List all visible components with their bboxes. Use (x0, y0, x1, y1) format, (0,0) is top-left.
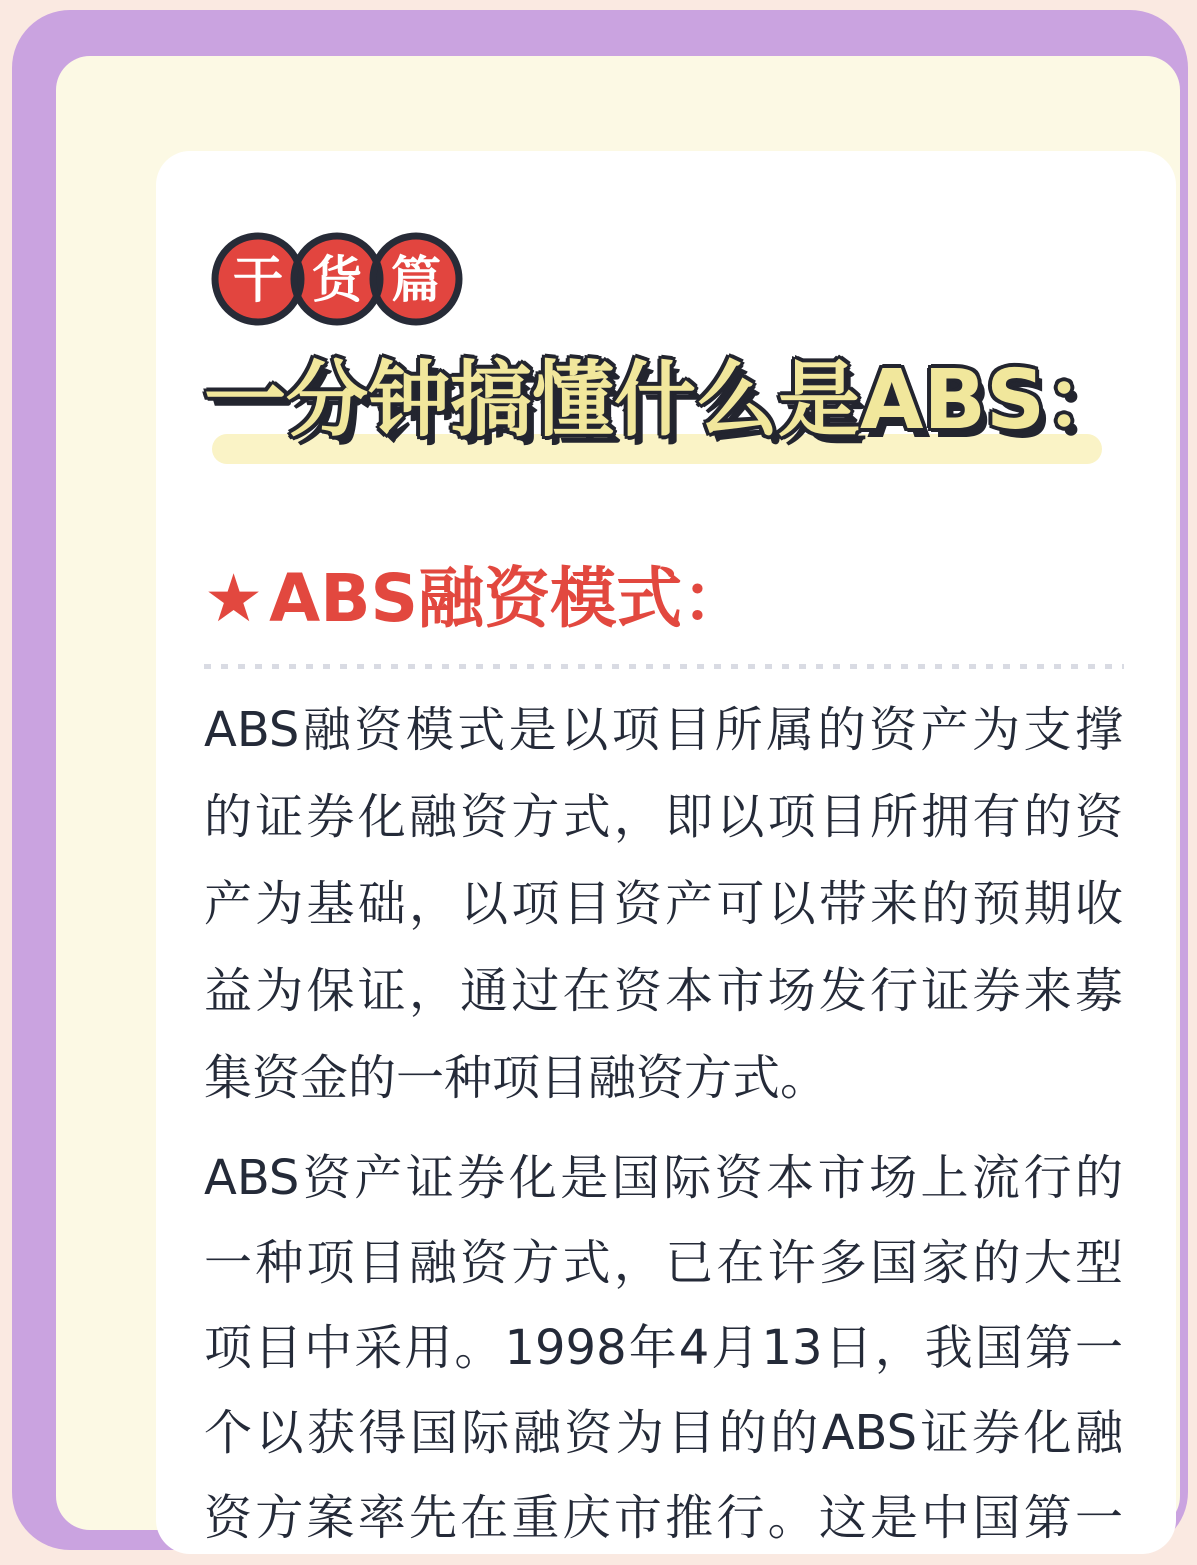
text-line: 项目中采用。1998年4月13日，我国第一 (204, 1320, 1123, 1376)
inner-panel (56, 56, 1180, 1546)
outer-frame (12, 10, 1188, 1550)
badge-char: 货 (312, 251, 362, 309)
badge-circles (210, 231, 464, 327)
text-line: ABS融资模式是以项目所属的资产为支撑 (204, 702, 1123, 758)
content-card (156, 151, 1176, 1554)
text-line: ABS资产证券化是国际资本市场上流行的 (204, 1150, 1123, 1206)
text-line: 一种项目融资方式，已在许多国家的大型 (204, 1235, 1123, 1291)
star-icon: ★ (204, 560, 264, 637)
text-line: 资方案率先在重庆市推行。这是中国第一 (204, 1490, 1123, 1546)
text-line: 产为基础，以项目资产可以带来的预期收 (204, 876, 1123, 932)
text-line: 个以获得国际融资为目的的ABS证券化融 (204, 1405, 1123, 1461)
section-heading-text: ABS融资模式： (269, 560, 749, 637)
text-line: 的证券化融资方式，即以项目所拥有的资 (204, 789, 1123, 845)
topic-badge (210, 231, 464, 327)
badge-char: 篇 (391, 251, 441, 309)
badge-char: 干 (233, 251, 283, 309)
paragraph-2 (204, 1136, 1123, 1561)
dotted-divider (204, 664, 1124, 669)
text-line: 集资金的一种项目融资方式。 (204, 1050, 829, 1106)
text-line: 益为保证，通过在资本市场发行证券来募 (204, 963, 1123, 1019)
main-title: 一分钟搞懂什么是ABS： (204, 353, 1128, 448)
paragraph-1 (204, 687, 1123, 1122)
section-heading (204, 561, 748, 637)
